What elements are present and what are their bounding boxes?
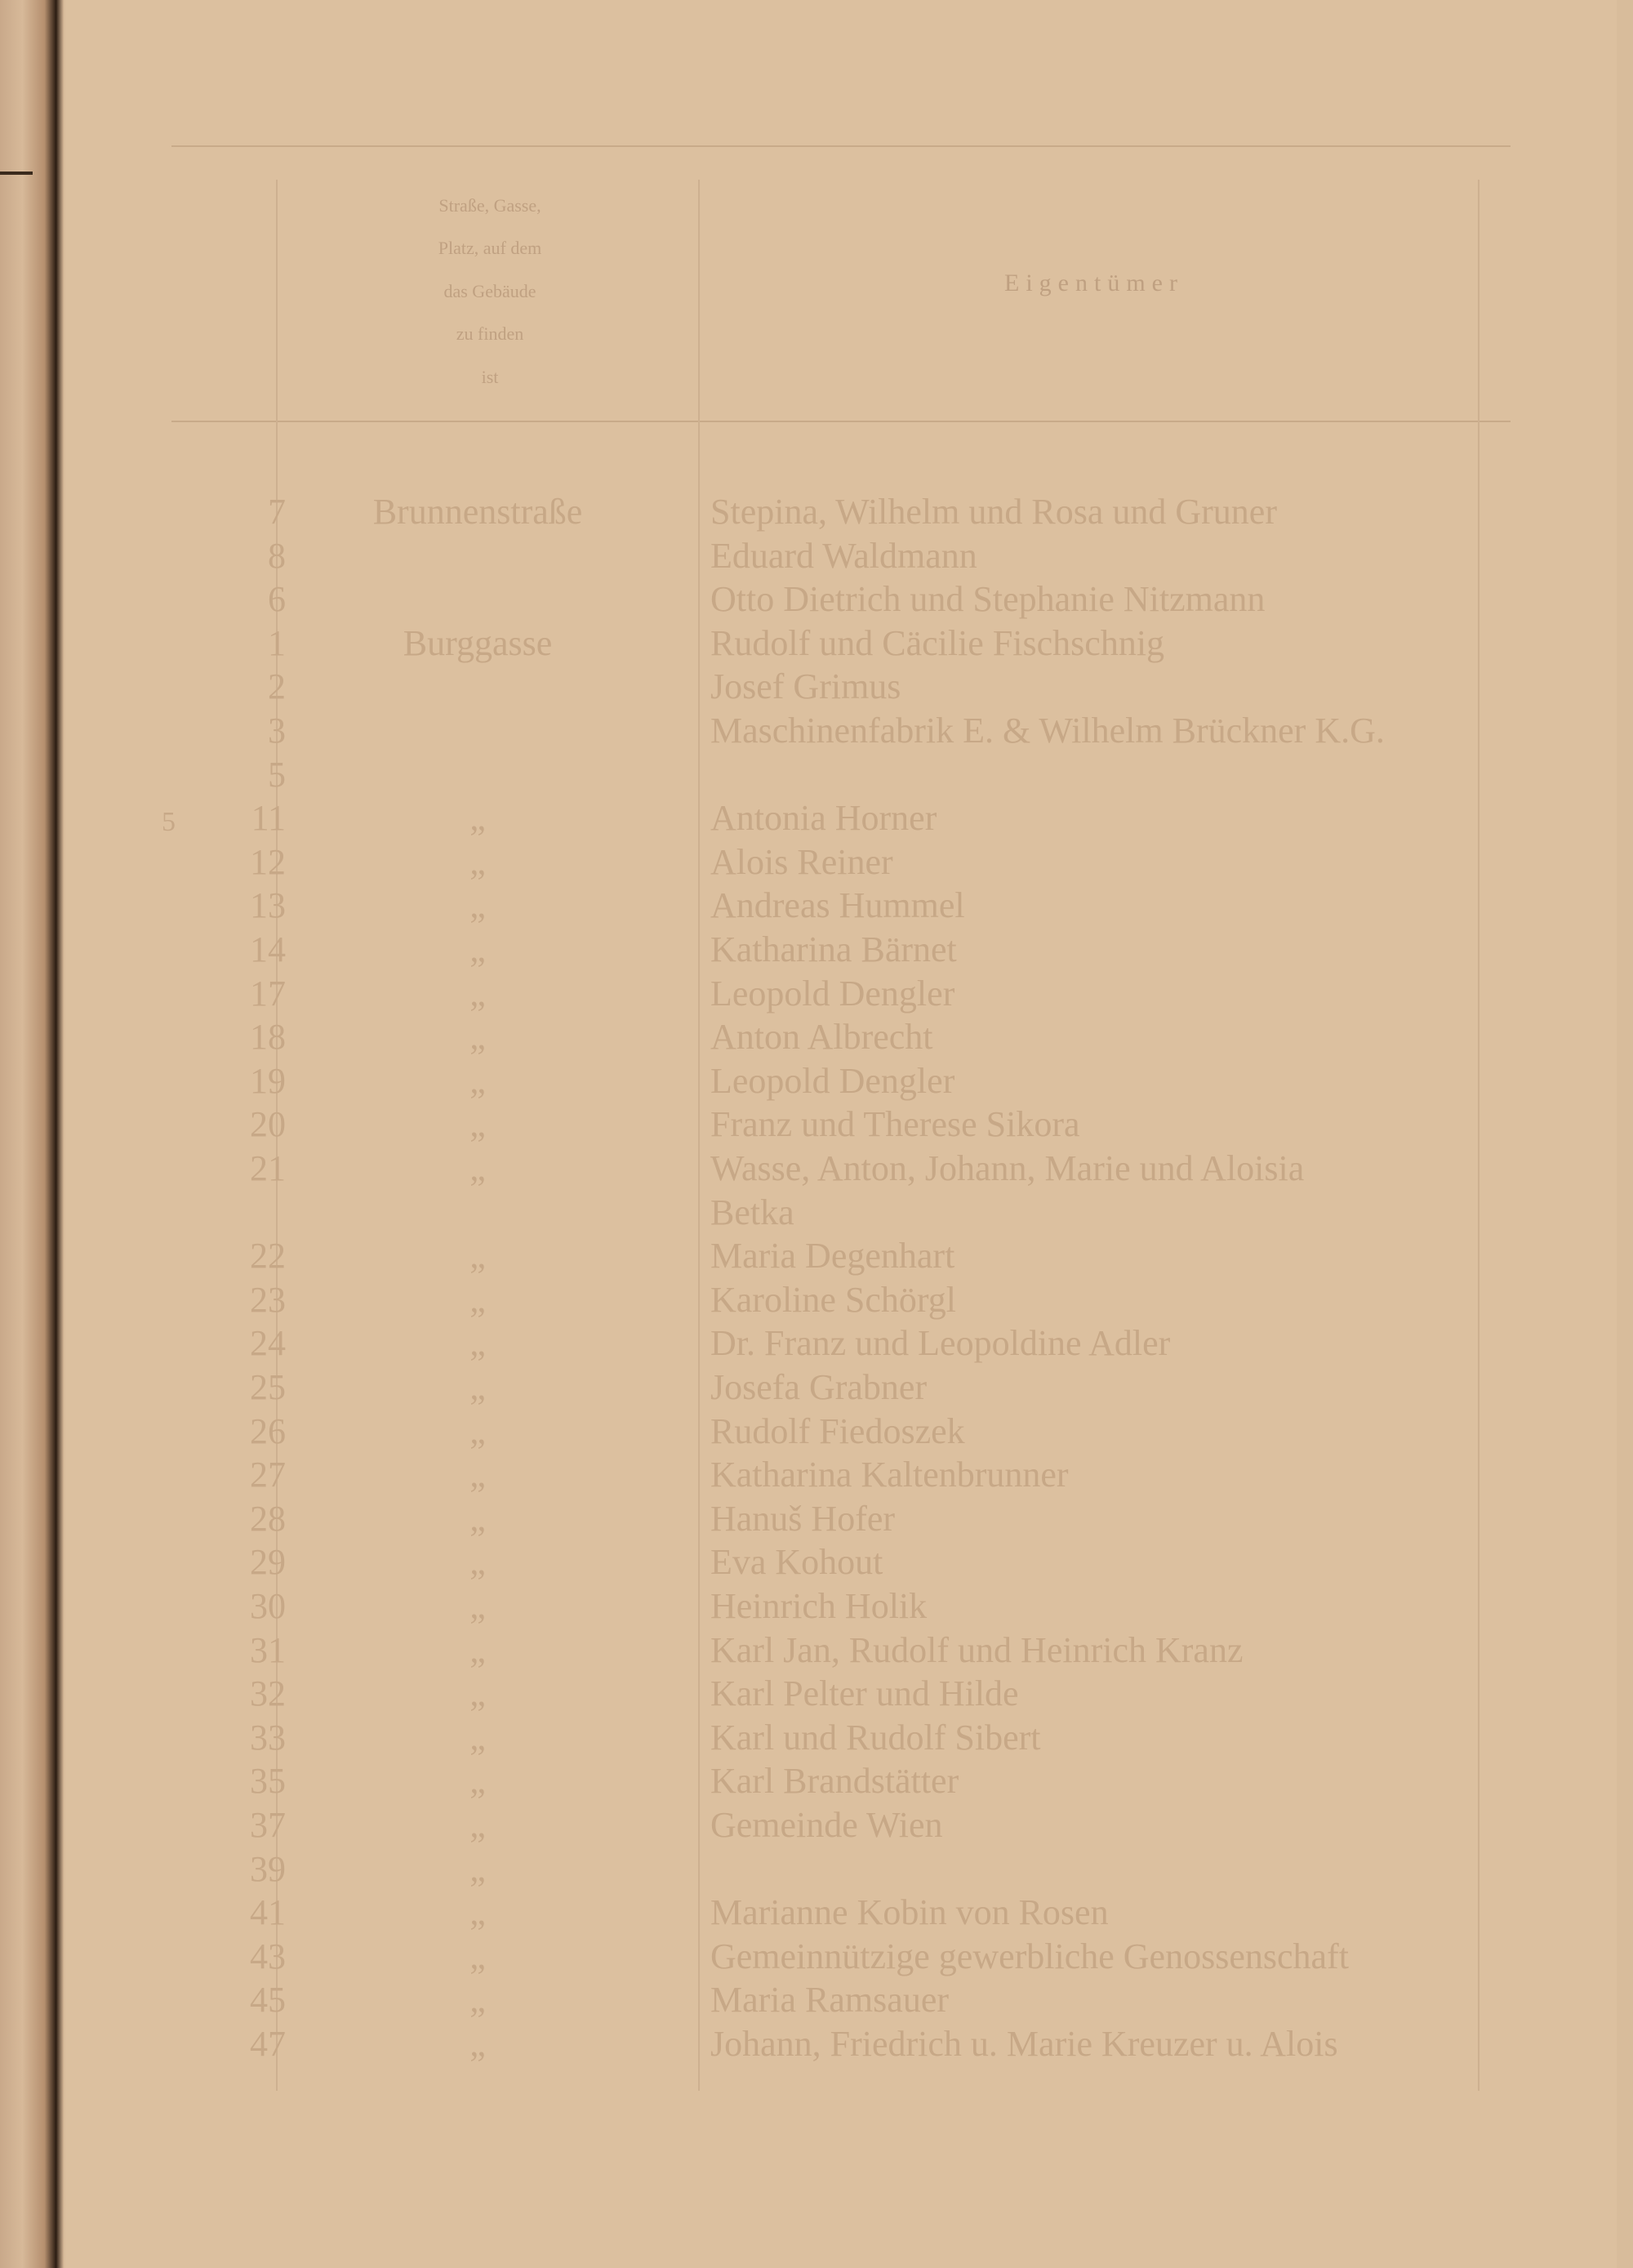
house-number: 22 <box>250 1236 286 1277</box>
owner-name: Otto Dietrich und Stephanie Nitzmann <box>710 579 1266 620</box>
owner-name: Karl und Rudolf Sibert <box>710 1717 1041 1758</box>
street-name: „ <box>469 1148 486 1188</box>
owner-name: Rudolf Fiedoszek <box>710 1410 965 1451</box>
street-name: „ <box>469 1673 486 1714</box>
owner-name: Marianne Kobin von Rosen <box>710 1892 1109 1933</box>
house-number: 27 <box>250 1455 286 1495</box>
owner-name: Antonia Horner <box>710 798 937 839</box>
street-name: „ <box>469 1761 486 1802</box>
house-number: 28 <box>250 1498 286 1539</box>
owner-name: Katharina Bärnet <box>710 929 957 969</box>
table-row <box>220 2022 1478 2066</box>
table-row <box>220 1278 1478 1322</box>
owner-name: Leopold Dengler <box>710 1060 955 1101</box>
owner-name: Gemeinnützige gewerbliche Genossenschaft <box>710 1936 1349 1976</box>
table-row <box>220 1103 1478 1147</box>
house-number: 5 <box>268 754 286 795</box>
house-number: 6 <box>268 579 286 620</box>
table-row <box>220 1803 1478 1847</box>
owner-name: Eduard Waldmann <box>710 535 977 576</box>
street-name: „ <box>469 1017 486 1058</box>
street-name: „ <box>469 1455 486 1495</box>
house-number: 26 <box>250 1410 286 1451</box>
table-row <box>220 928 1478 972</box>
document-page <box>65 0 1617 2268</box>
table-row <box>220 1672 1478 1716</box>
house-number: 30 <box>250 1586 286 1626</box>
owner-name: Gemeinde Wien <box>710 1805 943 1845</box>
street-name: „ <box>469 1323 486 1364</box>
table-row <box>220 1191 1478 1235</box>
street-name: Burggasse <box>403 622 553 663</box>
table-row <box>220 622 1478 666</box>
owner-name: Josefa Grabner <box>710 1367 928 1407</box>
book-gutter <box>0 0 64 2268</box>
table-row <box>220 1410 1478 1454</box>
margin-mark: 5 <box>162 807 176 837</box>
house-number: 20 <box>250 1104 286 1145</box>
owner-name: Andreas Hummel <box>710 885 965 926</box>
street-name: „ <box>469 1805 486 1845</box>
owner-name: Wasse, Anton, Johann, Marie und Aloisia <box>710 1148 1305 1188</box>
gutter-mark <box>0 172 33 175</box>
table-row <box>220 1540 1478 1584</box>
header-bottom-rule <box>171 421 1511 422</box>
house-number: 2 <box>268 666 286 707</box>
house-number: 43 <box>250 1936 286 1976</box>
street-name: „ <box>469 973 486 1014</box>
house-number: 17 <box>250 973 286 1014</box>
street-name: „ <box>469 1892 486 1933</box>
header-street-line-5: ist <box>481 367 499 387</box>
owner-name: Leopold Dengler <box>710 973 955 1014</box>
street-name: „ <box>469 798 486 839</box>
house-number: 25 <box>250 1367 286 1407</box>
header-street-line-3: das Gebäude <box>443 281 536 301</box>
table-row <box>220 884 1478 928</box>
owner-name: Katharina Kaltenbrunner <box>710 1455 1069 1495</box>
street-name: „ <box>469 929 486 969</box>
table-row <box>220 1453 1478 1497</box>
header-owner-column: Eigentümer <box>1004 270 1184 296</box>
house-number: 33 <box>250 1717 286 1758</box>
house-number: 18 <box>250 1017 286 1058</box>
house-number: 1 <box>268 622 286 663</box>
register-table <box>220 147 1478 2091</box>
table-row <box>220 840 1478 884</box>
owner-name: Alois Reiner <box>710 841 893 882</box>
owner-name: Heinrich Holik <box>710 1586 928 1626</box>
house-number: 23 <box>250 1279 286 1320</box>
house-number: 37 <box>250 1805 286 1845</box>
street-name: „ <box>469 1848 486 1889</box>
owner-name: Dr. Franz und Leopoldine Adler <box>710 1323 1171 1364</box>
owner-name: Rudolf und Cäcilie Fischschnig <box>710 622 1165 663</box>
table-row <box>220 534 1478 578</box>
owner-name: Stepina, Wilhelm und Rosa und Gruner <box>710 492 1277 532</box>
house-number: 45 <box>250 1980 286 2021</box>
table-row <box>220 1891 1478 1935</box>
house-number: 12 <box>250 841 286 882</box>
table-row <box>220 1716 1478 1760</box>
owner-name: Maria Ramsauer <box>710 1980 949 2021</box>
house-number: 7 <box>268 492 286 532</box>
table-row <box>220 1234 1478 1278</box>
header-street-line-2: Platz, auf dem <box>438 238 542 258</box>
street-name: „ <box>469 1980 486 2021</box>
house-number: 11 <box>251 798 286 839</box>
owner-name: Josef Grimus <box>710 666 901 707</box>
owner-name: Maschinenfabrik E. & Wilhelm Brückner K.G. <box>710 711 1385 751</box>
table-row <box>220 1629 1478 1673</box>
table-row <box>220 1059 1478 1103</box>
house-number: 29 <box>250 1542 286 1583</box>
table-row <box>220 577 1478 622</box>
table-row <box>220 796 1478 840</box>
street-name: „ <box>469 885 486 926</box>
street-name: „ <box>469 1279 486 1320</box>
owner-name: Eva Kohout <box>710 1542 883 1583</box>
house-number: 47 <box>250 2024 286 2064</box>
street-name: „ <box>469 1498 486 1539</box>
house-number: 3 <box>268 711 286 751</box>
house-number: 39 <box>250 1848 286 1889</box>
street-name: „ <box>469 1060 486 1101</box>
street-name: „ <box>469 1542 486 1583</box>
house-number: 32 <box>250 1673 286 1714</box>
house-number: 21 <box>250 1148 286 1188</box>
owner-name: Betka <box>710 1192 794 1232</box>
table-row <box>220 753 1478 797</box>
house-number: 13 <box>250 885 286 926</box>
table-row <box>220 1147 1478 1191</box>
street-name: „ <box>469 1410 486 1451</box>
table-row <box>220 1321 1478 1366</box>
street-name: „ <box>469 1367 486 1407</box>
table-row <box>220 1935 1478 1979</box>
table-row <box>220 490 1478 534</box>
owner-name: Johann, Friedrich u. Marie Kreuzer u. Alois <box>710 2024 1338 2064</box>
table-row <box>220 709 1478 753</box>
house-number: 35 <box>250 1761 286 1802</box>
header-top-rule <box>171 145 1511 147</box>
house-number: 31 <box>250 1629 286 1670</box>
house-number: 41 <box>250 1892 286 1933</box>
street-name: „ <box>469 841 486 882</box>
table-row <box>220 972 1478 1016</box>
street-name: „ <box>469 2024 486 2064</box>
house-number: 14 <box>250 929 286 969</box>
house-number: 19 <box>250 1060 286 1101</box>
street-name: „ <box>469 1236 486 1277</box>
header-street-line-4: zu finden <box>456 323 524 344</box>
street-name: „ <box>469 1936 486 1976</box>
table-row <box>220 1759 1478 1803</box>
house-number: 24 <box>250 1323 286 1364</box>
table-row <box>220 665 1478 709</box>
street-name: „ <box>469 1104 486 1145</box>
owner-name: Karl Jan, Rudolf und Heinrich Kranz <box>710 1629 1244 1670</box>
street-name: Brunnenstraße <box>372 492 583 532</box>
header-street-line-1: Straße, Gasse, <box>438 195 541 216</box>
street-name: „ <box>469 1586 486 1626</box>
owner-name: Karl Brandstätter <box>710 1761 959 1802</box>
owner-name: Karoline Schörgl <box>710 1279 957 1320</box>
table-row <box>220 1497 1478 1541</box>
table-row <box>220 1978 1478 2022</box>
table-row <box>220 1015 1478 1059</box>
table-row <box>220 1847 1478 1891</box>
table-row <box>220 1366 1478 1410</box>
street-name: „ <box>469 1717 486 1758</box>
owner-name: Karl Pelter und Hilde <box>710 1673 1019 1714</box>
street-name: „ <box>469 1629 486 1670</box>
owner-name: Franz und Therese Sikora <box>710 1104 1080 1145</box>
owner-name: Maria Degenhart <box>710 1236 955 1277</box>
owner-name: Anton Albrecht <box>710 1017 933 1058</box>
owner-name: Hanuš Hofer <box>710 1498 896 1539</box>
table-row <box>220 1584 1478 1629</box>
house-number: 8 <box>268 535 286 576</box>
